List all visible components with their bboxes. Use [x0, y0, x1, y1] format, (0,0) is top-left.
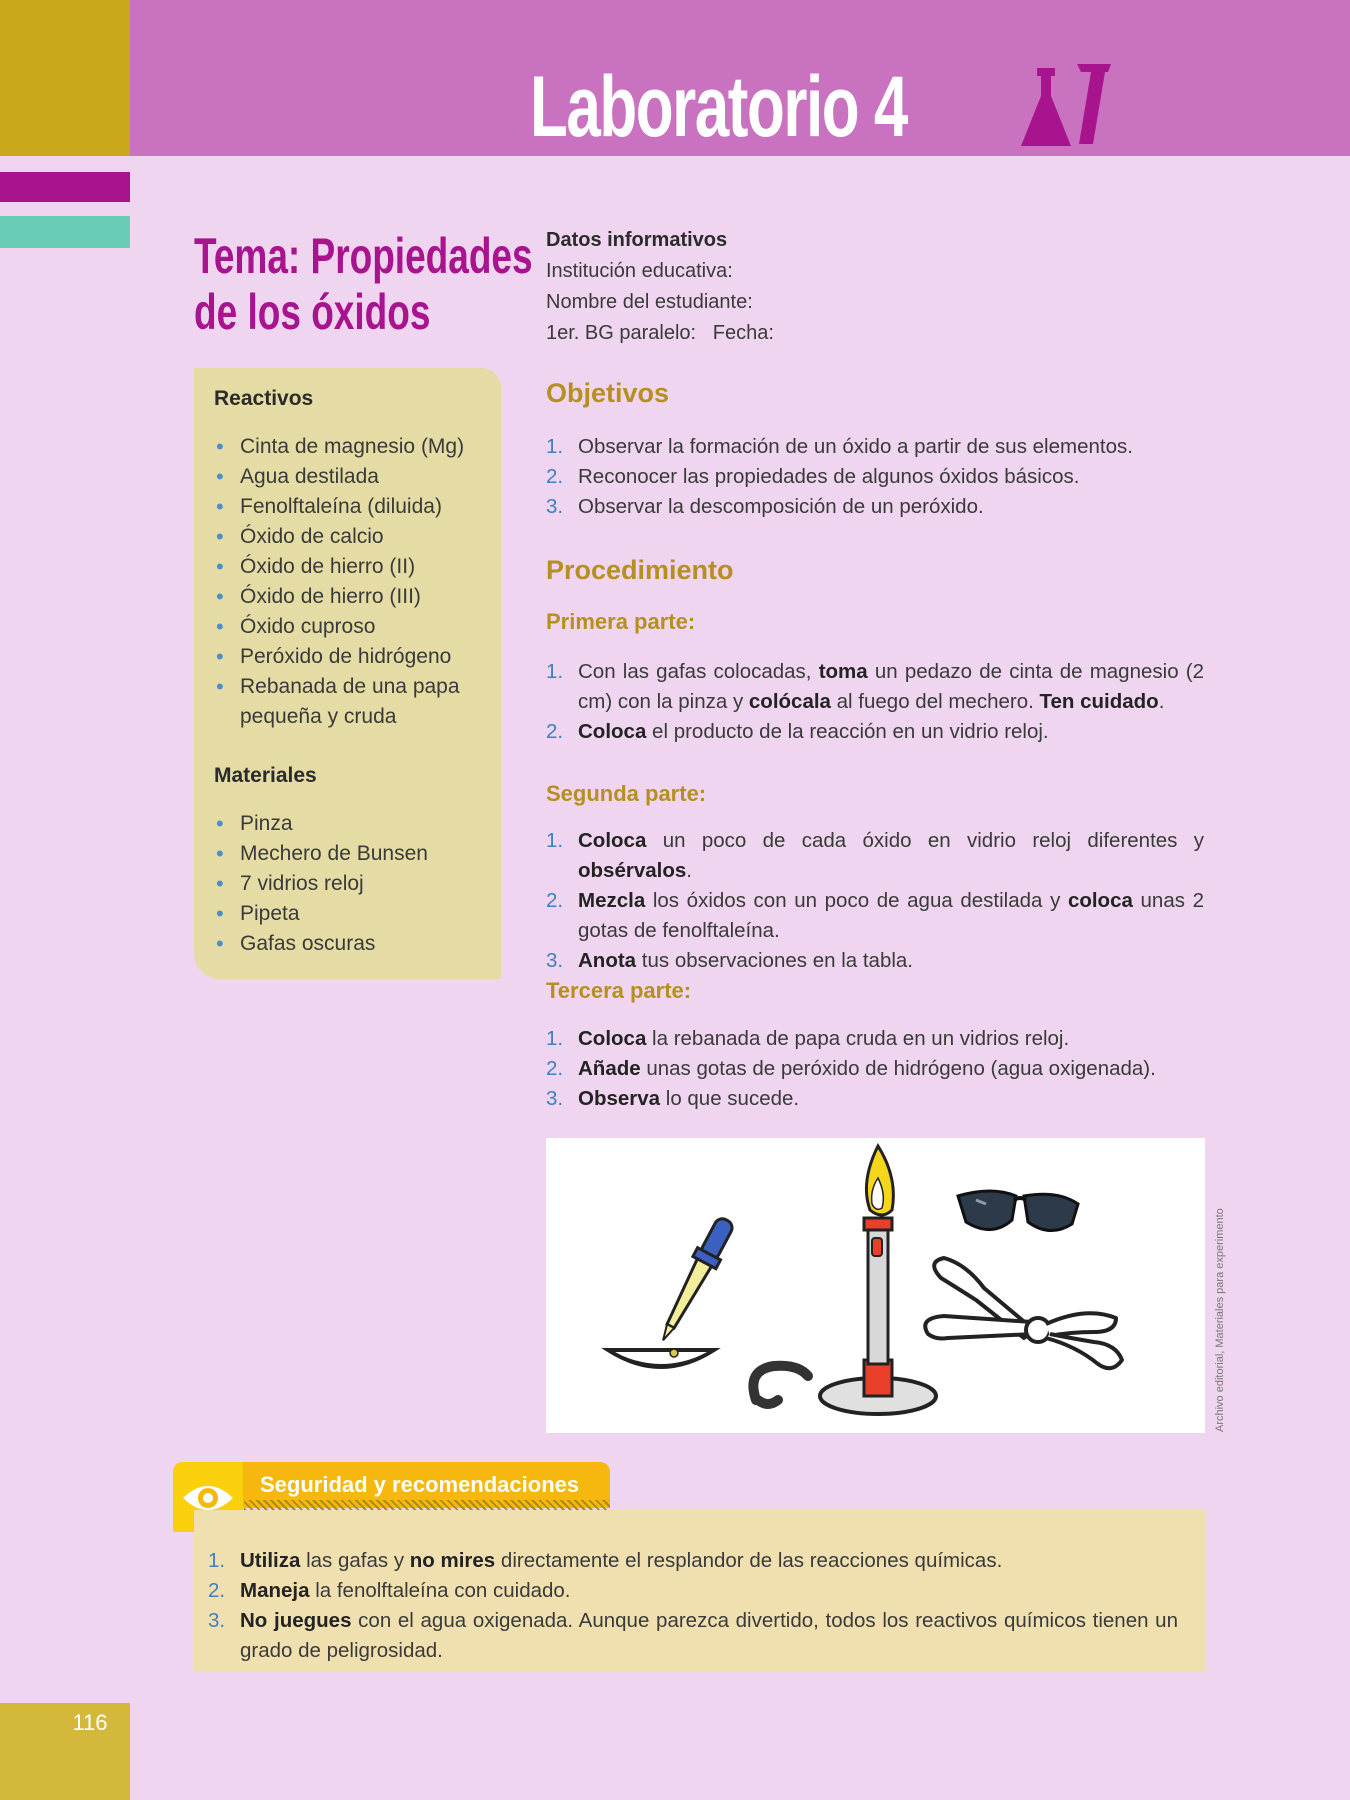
list-item: • 7 vidrios reloj	[214, 869, 494, 899]
list-item: • Pipeta	[214, 899, 494, 929]
part1-list	[546, 657, 1204, 747]
procedure-title: Procedimiento	[546, 555, 734, 585]
gas-hose-icon	[753, 1366, 808, 1404]
list-item: • Cinta de magnesio (Mg)	[214, 432, 494, 462]
list-item: • Óxido de hierro (II)	[214, 552, 494, 582]
part2-list	[546, 826, 1204, 976]
list-item: 3. No juegues con el agua oxigenada. Aunque parezca divertido, todos los reactivos químicos tienen un grado de peligrosidad.	[208, 1609, 1178, 1662]
list-item: 1. Con las gafas colocadas, toma un pedazo de cinta de magnesio (2 cm) con la pinza y colócala al fuego del mechero. Ten cuidado.	[546, 660, 1205, 713]
part2-title: Segunda parte:	[546, 781, 707, 806]
flask-icon	[1015, 60, 1115, 155]
objectives-list	[546, 432, 1204, 522]
bunsen-burner-icon	[820, 1146, 936, 1414]
left-magenta-stripe	[0, 172, 130, 202]
list-item: 3. Observar la descomposición de un peróxido.	[546, 495, 984, 518]
tongs-icon	[925, 1258, 1122, 1368]
list-item: • Óxido de hierro (III)	[214, 582, 494, 612]
list-item: • Agua destilada	[214, 462, 494, 492]
part1-title: Primera parte:	[546, 609, 696, 634]
left-gold-block	[0, 0, 130, 156]
page-number: 116	[72, 1710, 108, 1735]
lab-equipment-illustration	[546, 1138, 1205, 1433]
institution-field: Institución educativa:	[546, 260, 733, 282]
list-item: 2. Maneja la fenolftaleína con cuidado.	[208, 1579, 571, 1602]
topic-title	[194, 228, 533, 340]
topic-title-line2: de los óxidos	[194, 284, 431, 340]
list-item: • Rebanada de una papa pequeña y cruda	[214, 672, 494, 732]
class-field: 1er. BG paralelo:	[546, 322, 697, 344]
class-date-row	[546, 318, 774, 349]
list-item: 2. Añade unas gotas de peróxido de hidrógeno (agua oxigenada).	[546, 1057, 1156, 1080]
watch-glass-icon	[608, 1350, 714, 1367]
materiales-list	[214, 809, 494, 959]
list-item: 2. Mezcla los óxidos con un poco de agua destilada y coloca unas 2 gotas de fenolftaleína.	[546, 889, 1204, 942]
safety-box	[194, 1510, 1205, 1672]
topic-title-line1: Tema: Propiedades	[194, 228, 533, 284]
list-item: 1. Coloca la rebanada de papa cruda en un vidrios reloj.	[546, 1027, 1070, 1050]
list-item: 1. Observar la formación de un óxido a partir de sus elementos.	[546, 435, 1133, 458]
info-title: Datos informativos	[546, 229, 728, 251]
sunglasses-icon	[958, 1191, 1078, 1231]
part3-list	[546, 1024, 1204, 1114]
list-item: 1. Utiliza las gafas y no mires directamente el resplandor de las reacciones químicas.	[208, 1549, 1003, 1572]
info-block	[546, 225, 774, 349]
list-item: 2. Reconocer las propiedades de algunos óxidos básicos.	[546, 465, 1080, 488]
list-item: • Gafas oscuras	[214, 929, 494, 959]
student-name-field: Nombre del estudiante:	[546, 291, 753, 313]
safety-hatch	[244, 1500, 610, 1510]
header-banner	[130, 0, 1350, 156]
page-title: Laboratorio 4	[530, 59, 907, 155]
reactivos-title: Reactivos	[214, 387, 314, 410]
pipette-icon	[652, 1214, 739, 1346]
list-item: • Óxido cuproso	[214, 612, 494, 642]
materiales-title: Materiales	[214, 764, 317, 787]
objectives-title: Objetivos	[546, 378, 670, 408]
list-item: 2. Coloca el producto de la reacción en un vidrio reloj.	[546, 720, 1049, 743]
list-item: • Fenolftaleína (diluida)	[214, 492, 494, 522]
supplies-panel	[194, 368, 501, 979]
image-credit: Archivo editorial, Materiales para experimento	[1214, 1208, 1226, 1432]
left-teal-stripe	[0, 216, 130, 248]
safety-title: Seguridad y recomendaciones	[260, 1472, 580, 1497]
list-item: 3. Observa lo que sucede.	[546, 1087, 800, 1110]
list-item: • Óxido de calcio	[214, 522, 494, 552]
list-item: 3. Anota tus observaciones en la tabla.	[546, 949, 913, 972]
part3-title: Tercera parte:	[546, 978, 692, 1003]
list-item: • Peróxido de hidrógeno	[214, 642, 494, 672]
date-field: Fecha:	[712, 322, 774, 344]
safety-list	[208, 1546, 1178, 1666]
list-item: 1. Coloca un poco de cada óxido en vidrio reloj diferentes y obsérvalos.	[546, 829, 1204, 882]
reactivos-list	[214, 432, 494, 732]
list-item: • Mechero de Bunsen	[214, 839, 494, 869]
list-item: • Pinza	[214, 809, 494, 839]
